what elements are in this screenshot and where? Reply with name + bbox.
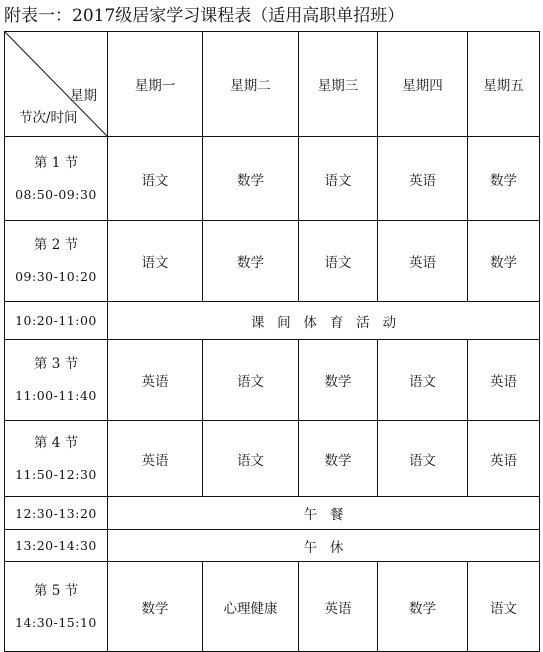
- table-row: [5, 421, 540, 497]
- break-activity: 课 间 体 育 活 动: [108, 302, 540, 340]
- subject-cell: 语文: [299, 137, 378, 221]
- break-activity: 午 餐: [108, 497, 540, 530]
- schedule-table: [4, 31, 540, 652]
- break-time: 10:20-11:00: [5, 302, 108, 340]
- subject-cell: 语文: [378, 421, 468, 497]
- period-cell: [5, 221, 108, 302]
- period-name: 第 2 节: [33, 237, 79, 253]
- subject-cell: 语文: [468, 562, 540, 652]
- day-header-fri: 星期五: [468, 32, 540, 137]
- subject-cell: 英语: [108, 340, 203, 421]
- document-title: 附表一：2017级居家学习课程表（适用高职单招班）: [4, 6, 405, 26]
- subject-cell: 英语: [468, 340, 540, 421]
- subject-cell: 英语: [378, 137, 468, 221]
- subject-cell: 数学: [299, 421, 378, 497]
- break-time: 13:20-14:30: [5, 530, 108, 562]
- day-header-tue: 星期二: [203, 32, 299, 137]
- day-header-thu: 星期四: [378, 32, 468, 137]
- period-time: 14:30-15:10: [15, 614, 97, 630]
- break-activity: 午 休: [108, 530, 540, 562]
- period-name: 第 3 节: [33, 356, 79, 372]
- subject-cell: 数学: [108, 562, 203, 652]
- table-row: [5, 137, 540, 221]
- subject-cell: 数学: [203, 221, 299, 302]
- period-time: 11:00-11:40: [15, 388, 97, 403]
- header-row: [5, 32, 540, 137]
- subject-cell: 语文: [299, 221, 378, 302]
- period-cell: [5, 421, 108, 497]
- subject-cell: 数学: [299, 340, 378, 421]
- period-time: 08:50-09:30: [15, 186, 97, 202]
- subject-cell: 数学: [468, 137, 540, 221]
- corner-label-period-time: 节次/时间: [19, 110, 78, 126]
- period-name: 第 5 节: [33, 582, 79, 599]
- table-row: [5, 562, 540, 652]
- subject-cell: 英语: [378, 221, 468, 302]
- subject-cell: 语文: [203, 340, 299, 421]
- day-header-mon: 星期一: [108, 32, 203, 137]
- subject-cell: 数学: [468, 221, 540, 302]
- period-name: 第 1 节: [33, 154, 79, 171]
- break-row: [5, 530, 540, 562]
- break-row: [5, 302, 540, 340]
- period-time: 11:50-12:30: [15, 466, 97, 482]
- break-row: [5, 497, 540, 530]
- subject-cell: 语文: [378, 340, 468, 421]
- period-cell: [5, 340, 108, 421]
- table-row: [5, 340, 540, 421]
- subject-cell: 数学: [203, 137, 299, 221]
- day-header-wed: 星期三: [299, 32, 378, 137]
- period-name: 第 4 节: [33, 434, 79, 451]
- break-time: 12:30-13:20: [5, 497, 108, 530]
- subject-cell: 语文: [203, 421, 299, 497]
- period-cell: [5, 137, 108, 221]
- subject-cell: 心理健康: [203, 562, 299, 652]
- table-row: [5, 221, 540, 302]
- subject-cell: 语文: [108, 137, 203, 221]
- subject-cell: 英语: [108, 421, 203, 497]
- corner-label-day: 星期: [70, 88, 97, 104]
- subject-cell: 语文: [108, 221, 203, 302]
- period-cell: [5, 562, 108, 652]
- corner-header-cell: [5, 32, 108, 137]
- period-time: 09:30-10:20: [15, 269, 97, 284]
- subject-cell: 英语: [299, 562, 378, 652]
- subject-cell: 数学: [378, 562, 468, 652]
- subject-cell: 英语: [468, 421, 540, 497]
